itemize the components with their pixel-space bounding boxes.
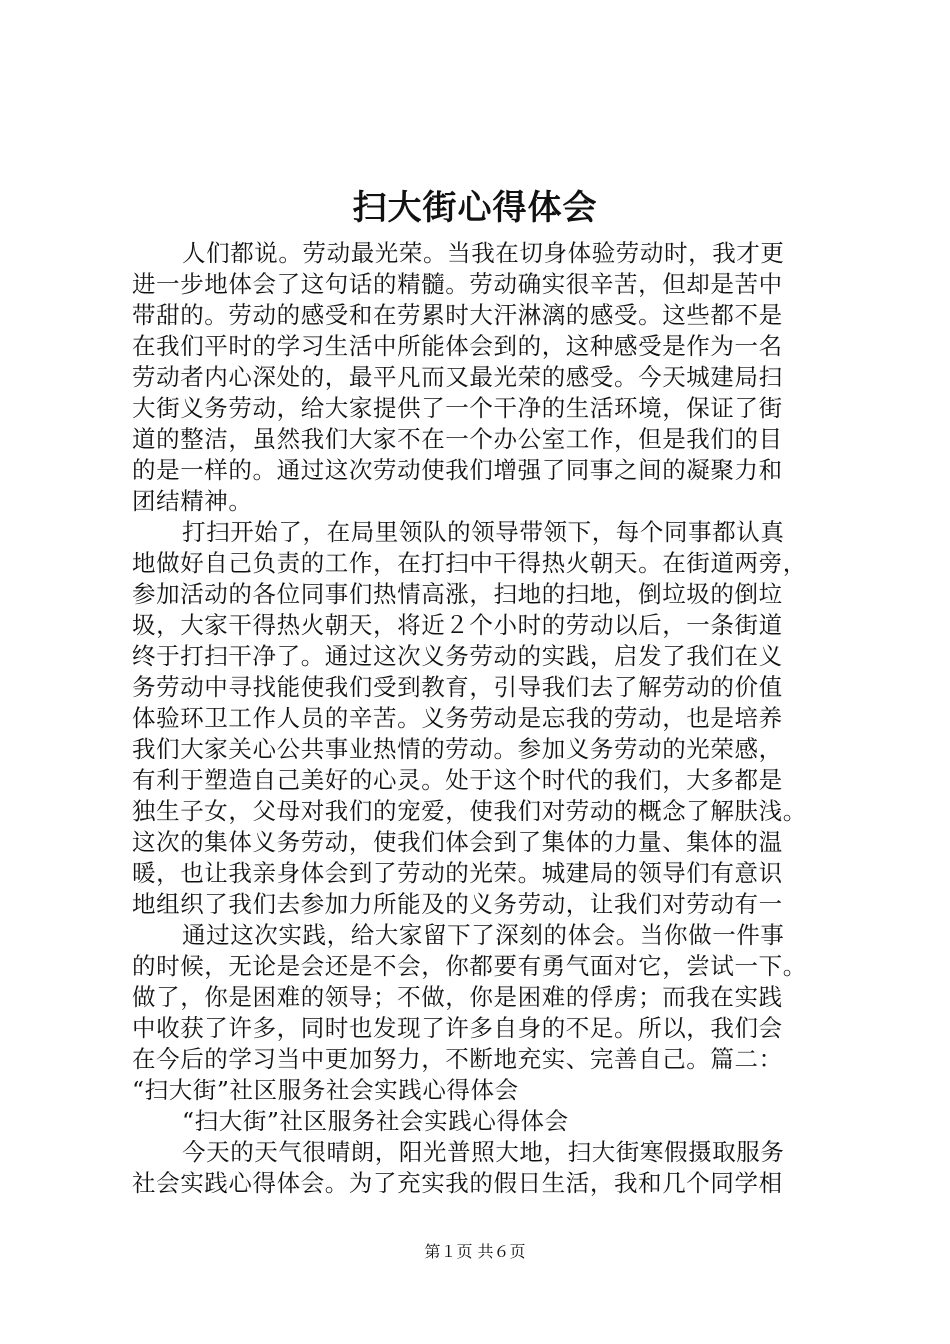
text-line: “扫大街”社区服务社会实践心得体会: [182, 1107, 569, 1135]
text-line: 通过这次实践，给大家留下了深刻的体会。当你做一件事: [182, 921, 785, 949]
text-line: 的时候，无论是会还是不会，你都要有勇气面对它，尝试一下。: [132, 952, 807, 980]
text-line: 这次的集体义务劳动，使我们体会到了集体的力量、集体的温: [132, 828, 783, 856]
text-line: 独生子女，父母对我们的宠爱，使我们对劳动的概念了解肤浅。: [132, 797, 807, 825]
text-line: 在我们平时的学习生活中所能体会到的，这种感受是作为一名: [132, 332, 783, 360]
text-line: 务劳动中寻找能使我们受到教育，引导我们去了解劳动的价值: [132, 673, 783, 701]
text-line: 道的整洁，虽然我们大家不在一个办公室工作，但是我们的目: [132, 425, 783, 453]
text-line: 在今后的学习当中更加努力，不断地充实、完善自己。篇二：: [132, 1045, 783, 1073]
text-line: “扫大街”社区服务社会实践心得体会: [132, 1076, 519, 1104]
text-line: 地做好自己负责的工作，在打扫中干得热火朝天。在街道两旁，: [132, 549, 807, 577]
text-line: 打扫开始了，在局里领队的领导带领下，每个同事都认真: [182, 518, 785, 546]
text-line: 地组织了我们去参加力所能及的义务劳动，让我们对劳动有一: [132, 890, 783, 918]
text-line: 终于打扫干净了。通过这次义务劳动的实践，启发了我们在义: [132, 642, 783, 670]
text-line: 暖，也让我亲身体会到了劳动的光荣。城建局的领导们有意识: [132, 859, 783, 887]
document-title: 扫大街心得体会: [352, 188, 598, 228]
text-line: 大街义务劳动，给大家提供了一个干净的生活环境，保证了街: [132, 394, 783, 422]
page-number: 第１页 共６页: [424, 1242, 526, 1261]
text-line: 团结精神。: [132, 487, 253, 515]
text-line: 中收获了许多，同时也发现了许多自身的不足。所以，我们会: [132, 1014, 783, 1042]
text-line: 有利于塑造自己美好的心灵。处于这个时代的我们，大多都是: [132, 766, 783, 794]
text-line: 今天的天气很晴朗，阳光普照大地，扫大街寒假摄取服务: [182, 1138, 785, 1166]
text-line: 体验环卫工作人员的辛苦。义务劳动是忘我的劳动，也是培养: [132, 704, 783, 732]
text-line: 人们都说。劳动最光荣。当我在切身体验劳动时，我才更: [182, 239, 785, 267]
text-line: 社会实践心得体会。为了充实我的假日生活，我和几个同学相: [132, 1169, 783, 1197]
text-line: 做了，你是困难的领导；不做，你是困难的俘虏；而我在实践: [132, 983, 783, 1011]
text-line: 的是一样的。通过这次劳动使我们增强了同事之间的凝聚力和: [132, 456, 783, 484]
text-line: 圾，大家干得热火朝天，将近２个小时的劳动以后，一条街道: [132, 611, 783, 639]
text-line: 参加活动的各位同事们热情高涨，扫地的扫地，倒垃圾的倒垃: [132, 580, 783, 608]
text-line: 我们大家关心公共事业热情的劳动。参加义务劳动的光荣感，: [132, 735, 783, 763]
document-body: [132, 238, 832, 1199]
text-line: 劳动者内心深处的，最平凡而又最光荣的感受。今天城建局扫: [132, 363, 783, 391]
text-line: 进一步地体会了这句话的精髓。劳动确实很辛苦，但却是苦中: [132, 270, 783, 298]
text-line: 带甜的。劳动的感受和在劳累时大汗淋漓的感受。这些都不是: [132, 301, 783, 329]
